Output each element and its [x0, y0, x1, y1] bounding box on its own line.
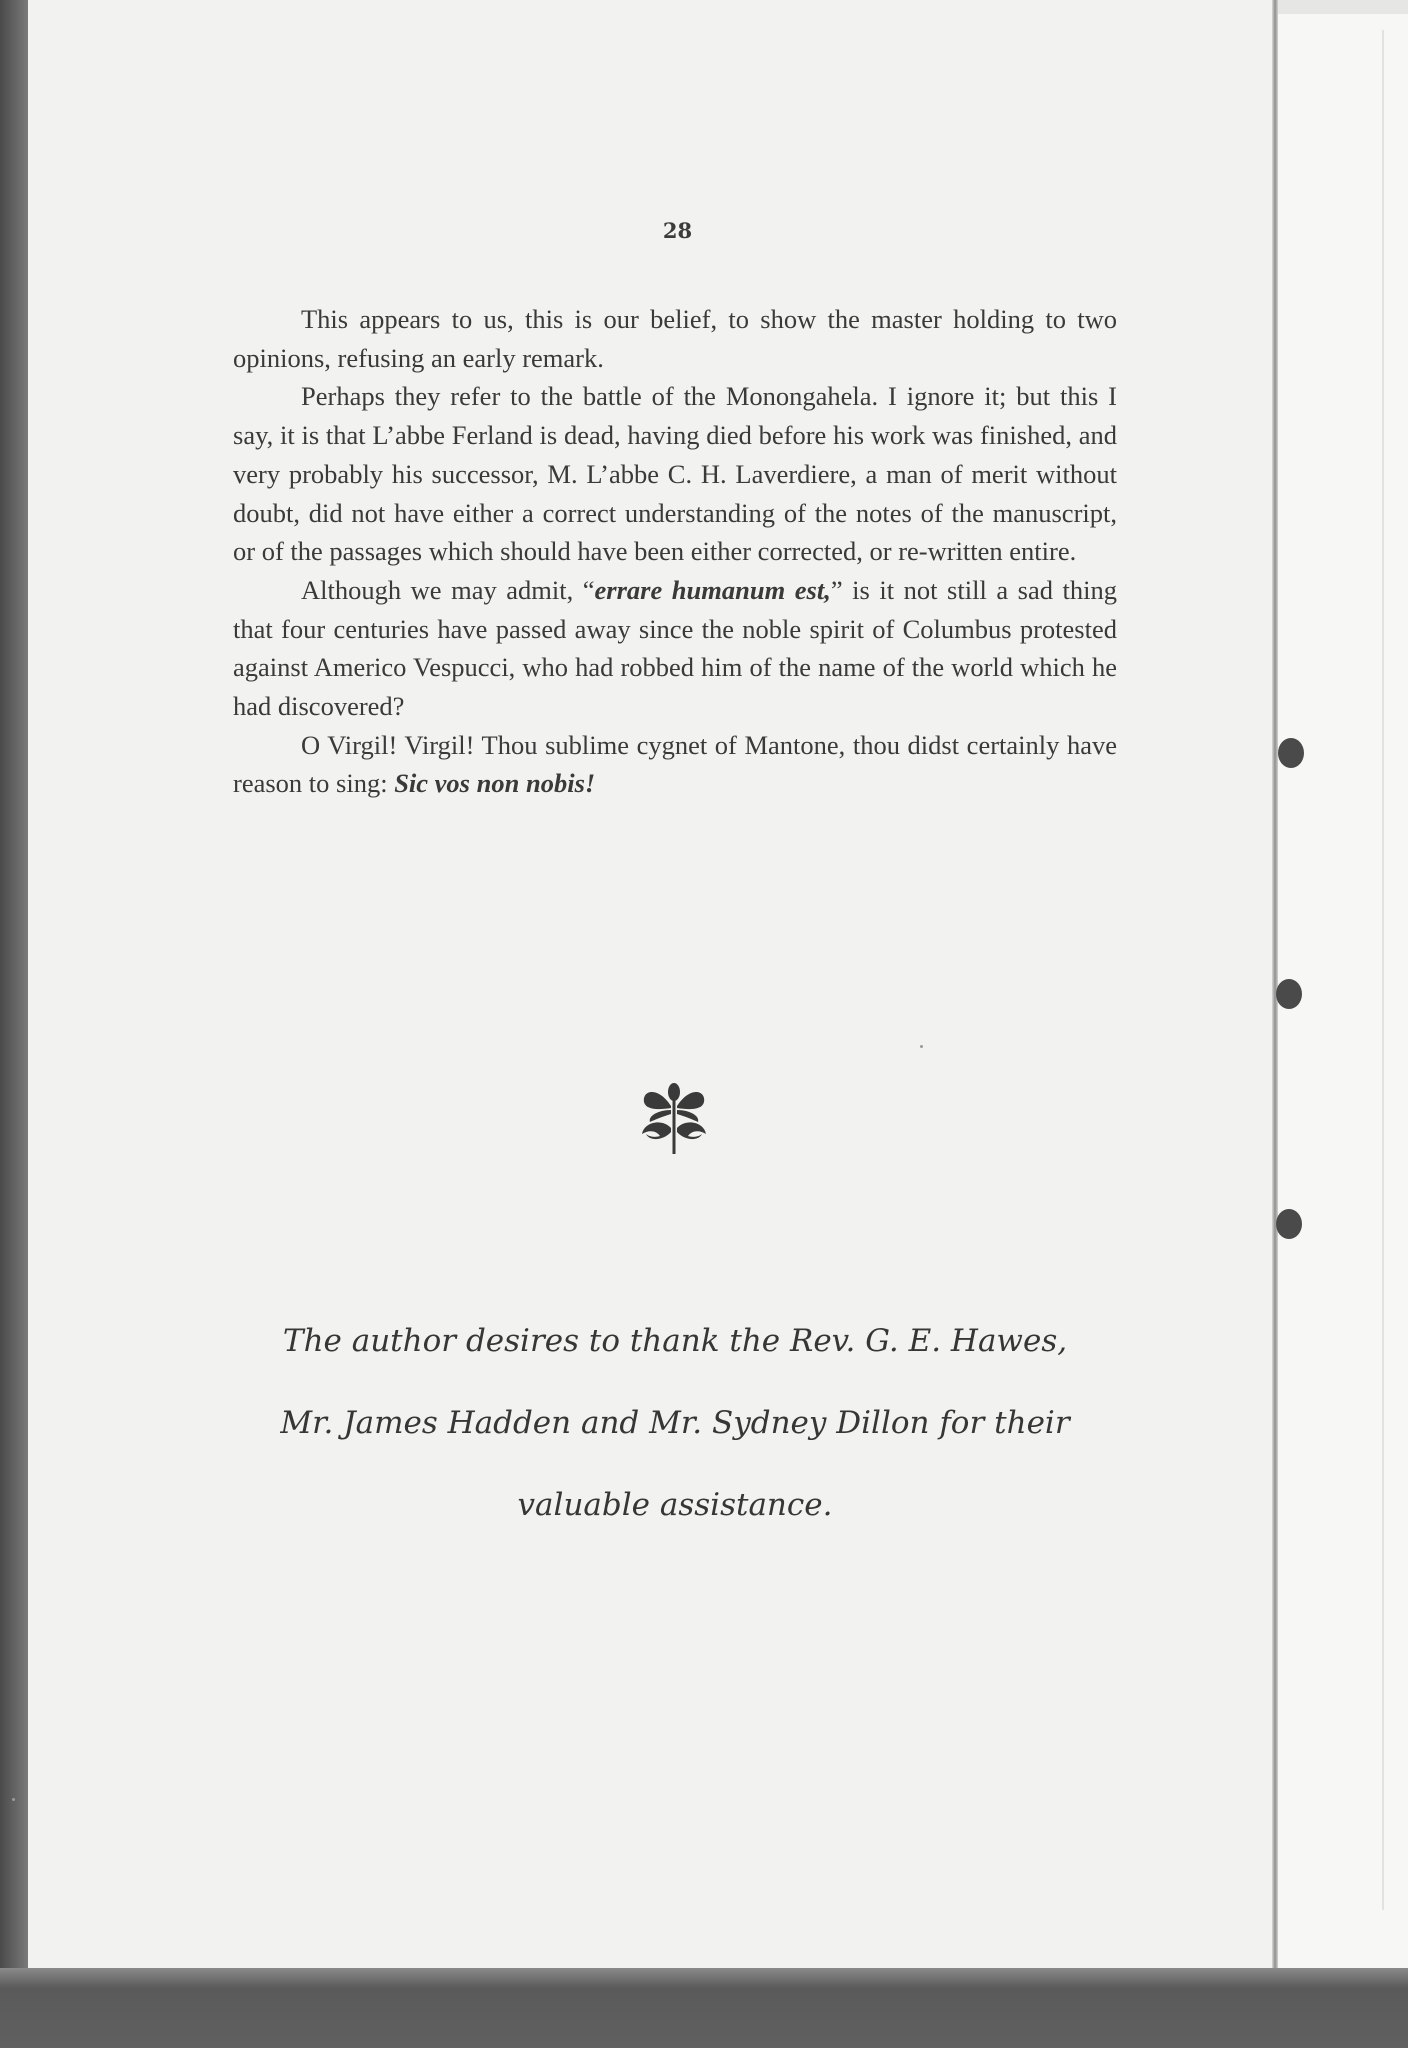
paper-speck [12, 1798, 15, 1801]
page-number: 28 [662, 218, 693, 243]
binding-hole-icon [1276, 1209, 1302, 1239]
text-run: O Virgil! Virgil! Thou sublime cygnet of Mantone, thou didst certainly have reason to sing: [233, 729, 1117, 799]
text-run: This appears to us, this is our belief, to show the master holding to two opinions, refusing an early remark. [233, 304, 1117, 373]
text-run: ” is it not still a sad thing that four centuries have passed away since the noble spirit of Columbus protested against Americo Vespucci, who had robbed him of the name of the world which he had discovered? [233, 574, 1117, 722]
book-page [28, 0, 1283, 1968]
bottom-scan-border [0, 1968, 1408, 2048]
paper-speck [920, 1045, 923, 1048]
italic-phrase: Sic vos non nobis! [394, 768, 596, 799]
acknowledgement-line-1: The author desires to thank the Rev. G. E. Hawes, [282, 1323, 1068, 1359]
facing-page-inner-edge [1382, 30, 1384, 1910]
acknowledgement-line-2: Mr. James Hadden and Mr. Sydney Dillon for their [280, 1405, 1070, 1441]
paragraph [233, 300, 1117, 377]
left-scan-border [0, 0, 28, 2048]
acknowledgement [200, 1300, 1150, 1546]
floral-fleuron-icon [638, 1080, 710, 1160]
italic-phrase: errare humanum est, [594, 574, 831, 605]
paragraph [233, 571, 1117, 726]
paragraph [233, 726, 1117, 803]
acknowledgement-line-3: valuable assistance. [517, 1487, 833, 1523]
binding-hole-icon [1276, 979, 1302, 1009]
text-run: Perhaps they refer to the battle of the Monongahela. I ignore it; but this I say, it is that L’abbe Ferland is dead, having died before his work was finished, and very probably his successor, M. L’abbe C. H. Laverdiere, a man of merit without doubt, did not have either a correct understanding of the notes of the manuscript, or of the passages which should have been either corrected, or re-written entire. [233, 381, 1117, 567]
text-run: Although we may admit, “ [301, 574, 595, 605]
body-text [233, 300, 1117, 803]
paragraph [233, 377, 1117, 571]
binding-hole-icon [1278, 738, 1304, 768]
